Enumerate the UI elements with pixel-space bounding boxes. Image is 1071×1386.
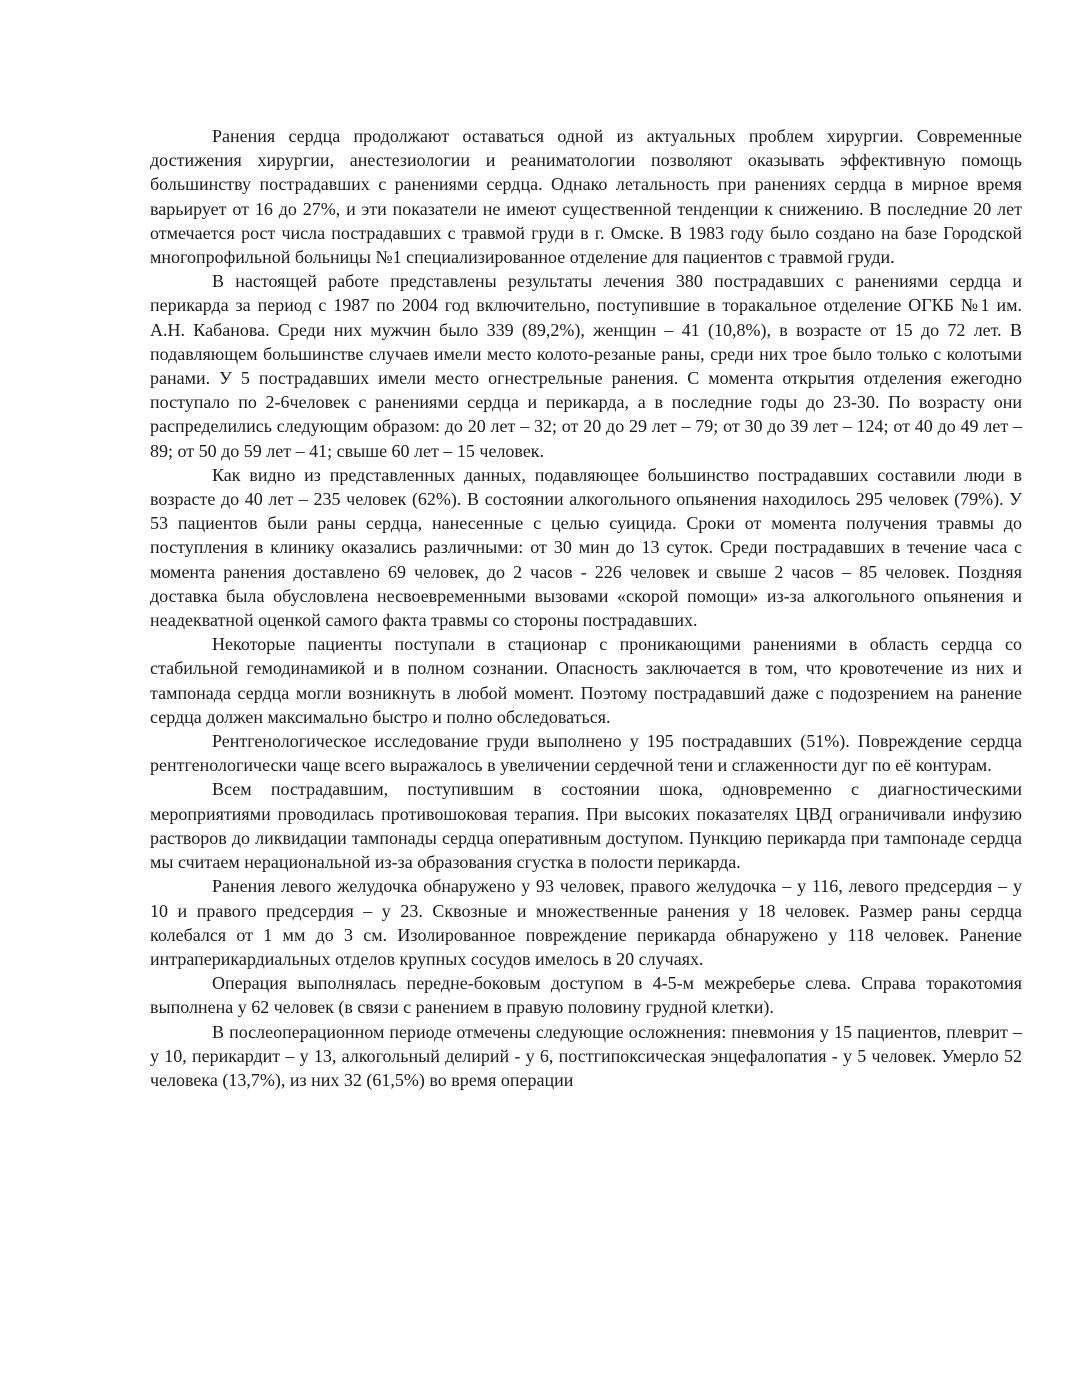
paragraph-wound-locations: Ранения левого желудочка обнаружено у 93 человек, правого желудочка – у 116, левого предсердия – у 10 и правого предсердия – у 23. Сквозные и множественные ранения у 18 человек. Размер раны сердца колебался от 1 мм до 3 см. Изолированное повреждение перикарда обнаружено у 118 человек. Ранение интраперикардиальных отделов крупных сосудов имелось в 20 случаях. — [150, 876, 1022, 969]
paragraph-patients: В настоящей работе представлены результаты лечения 380 пострадавших с ранениями сердца и перикарда за период с 1987 по 2004 год включительно, поступившие в торакальное отделение ОГКБ №1 им. А.Н. Кабанова. Среди них мужчин было 339 (89,2%), женщин – 41 (10,8%), в возрасте от 15 до 72 лет. В подавляющем большинстве случаев имели место колото-резаные раны, среди них трое было только с колотыми ранами. У 5 пострадавших имели место огнестрельные ранения. С момента открытия отделения ежегодно поступало по 2-6человек с ранениями сердца и перикарда, а в последние годы до 23-30. По возрасту они распределились следующим образом: до 20 лет – 32; от 20 до 29 лет – 79; от 30 до 39 лет – 124; от 40 до 49 лет – 89; от 50 до 59 лет – 41; свыше 60 лет – 15 человек. — [150, 271, 1022, 461]
document-page — [150, 124, 1022, 1092]
paragraph-intro: Ранения сердца продолжают оставаться одной из актуальных проблем хирургии. Современные достижения хирургии, анестезиологии и реаниматологии позволяют оказывать эффективную помощь большинству пострадавших с ранениями сердца. Однако летальность при ранениях сердца в мирное время варьирует от 16 до 27%, и эти показатели не имеют существенной тенденции к снижению. В последние 20 лет отмечается рост числа пострадавших с травмой груди в г. Омске. В 1983 году было создано на базе Городской многопрофильной больницы №1 специализированное отделение для пациентов с травмой груди. — [150, 126, 1022, 268]
paragraph-surgery-access: Операция выполнялась передне-боковым доступом в 4-5-м межреберье слева. Справа торакотомия выполнена у 62 человек (в связи с ранением в правую половину грудной клетки). — [150, 973, 1022, 1018]
paragraph-shock-therapy: Всем пострадавшим, поступившим в состоянии шока, одновременно с диагностическими мероприятиями проводилась противошоковая терапия. При высоких показателях ЦВД ограничивали инфузию растворов до ликвидации тампонады сердца оперативным доступом. Пункцию перикарда при тампонаде сердца мы считаем нерациональной из-за образования сгустка в полости перикарда. — [150, 779, 1022, 873]
paragraph-complications: В послеоперационном периоде отмечены следующие осложнения: пневмония у 15 пациентов, плеврит – у 10, перикардит – у 13, алкогольный делирий - у 6, постгипоксическая энцефалопатия - у 5 человек. Умерло 52 человека (13,7%), из них 32 (61,5%) во время операции — [150, 1021, 1022, 1090]
paragraph-xray: Рентгенологическое исследование груди выполнено у 195 пострадавших (51%). Повреждение сердца рентгенологически чаще всего выражалось в увеличении сердечной тени и сглаженности дуг по её контурам. — [150, 731, 1022, 776]
paragraph-stable-patients: Некоторые пациенты поступали в стационар с проникающими ранениями в область сердца со стабильной гемодинамикой и в полном сознании. Опасность заключается в том, что кровотечение из них и тампонада сердца могли возникнуть в любой момент. Поэтому пострадавший даже с подозрением на ранение сердца должен максимально быстро и полно обследоваться. — [150, 634, 1022, 727]
paragraph-demographics: Как видно из представленных данных, подавляющее большинство пострадавших составили люди в возрасте до 40 лет – 235 человек (62%). В состоянии алкогольного опьянения находилось 295 человек (79%). У 53 пациентов были раны сердца, нанесенные с целью суицида. Сроки от момента получения травмы до поступления в клинику оказались различными: от 30 мин до 13 суток. Среди пострадавших в течение часа с момента ранения доставлено 69 человек, до 2 часов - 226 человек и свыше 2 часов – 85 человек. Поздняя доставка была обусловлена несвоевременными вызовами «скорой помощи» из-за алкогольного опьянения и неадекватной оценкой самого факта травмы со стороны пострадавших. — [150, 464, 1022, 631]
